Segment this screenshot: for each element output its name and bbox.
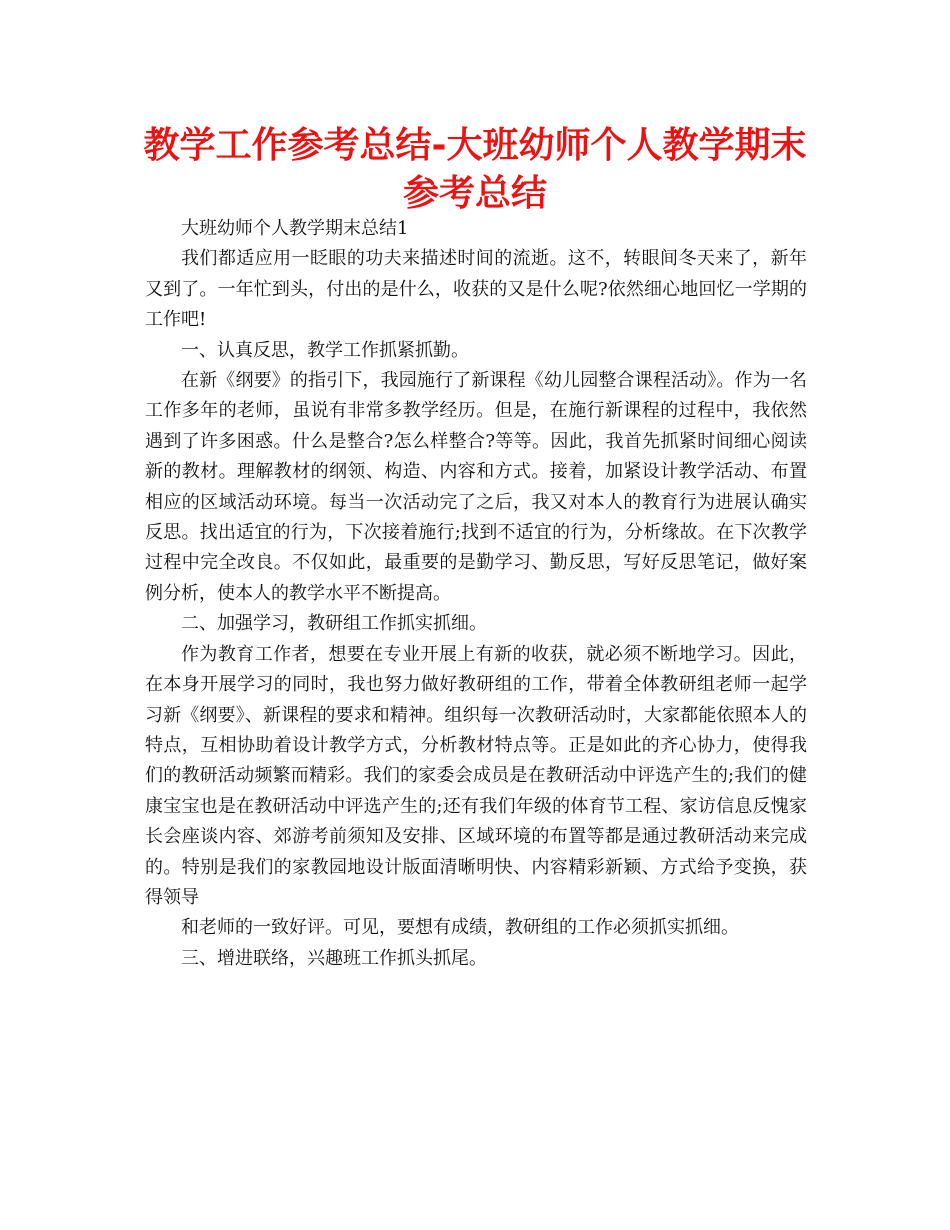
paragraph: 和老师的一致好评。可见，要想有成绩，教研组的工作必须抓实抓细。 <box>181 917 739 939</box>
paragraph: 我们都适应用一眨眼的功夫来描述时间的流逝。这不，转眼间冬天来了，新年又到了。一年忙到头，付出的是什么，收获的又是什么呢?依然细心地回忆一学期的工作吧! <box>145 248 807 331</box>
section-heading: 大班幼师个人教学期末总结1 <box>181 218 409 239</box>
paragraph: 作为教育工作者，想要在专业开展上有新的收获，就必须不断地学习。因此，在本身开展学习的同时，我也努力做好教研组的工作，带着全体教研组老师一起学习新《纲要》、新课程的要求和精神。组织每一次教研活动时，大家都能依照本人的特点，互相协助着设计教学方式，分析教材特点等。正是如此的齐心协力，使得我们的教研活动频繁而精彩。我们的家委会成员是在教研活动中评选产生的;我们的健康宝宝也是在教研活动中评选产生的;还有我们年级的体育节工程、家访信息反愧家长会座谈内容、郊游考前须知及安排、区域环境的布置等都是通过教研活动来完成的。特别是我们的家教园地设计版面清晰明快、内容精彩新颖、方式给予变换，获得领导 <box>145 643 807 908</box>
section-heading: 一、认真反思，教学工作抓紧抓勤。 <box>181 339 469 361</box>
paragraph: 在新《纲要》的指引下，我园施行了新课程《幼儿园整合课程活动》。作为一名工作多年的老师，虽说有非常多教学经历。但是，在施行新课程的过程中，我依然遇到了许多困惑。什么是整合?怎么样整合?等等。因此，我首先抓紧时间细心阅读新的教材。理解教材的纲领、构造、内容和方式。接着，加紧设计教学活动、布置相应的区域活动环境。每当一次活动完了之后，我又对本人的教育行为进展认确实反思。找出适宜的行为，下次接着施行;找到不适宜的行为，分析缘故。在下次教学过程中完全改良。不仅如此，最重要的是勤学习、勤反思，写好反思笔记，做好案例分析，使本人的教学水平不断提高。 <box>145 370 807 604</box>
section-heading: 三、增进联络，兴趣班工作抓头抓尾。 <box>181 947 487 969</box>
document-body <box>145 214 807 974</box>
document-title: 教学工作参考总结-大班幼师个人教学期末参考总结 <box>143 125 807 214</box>
section-heading: 二、加强学习，教研组工作抓实抓细。 <box>181 613 487 635</box>
